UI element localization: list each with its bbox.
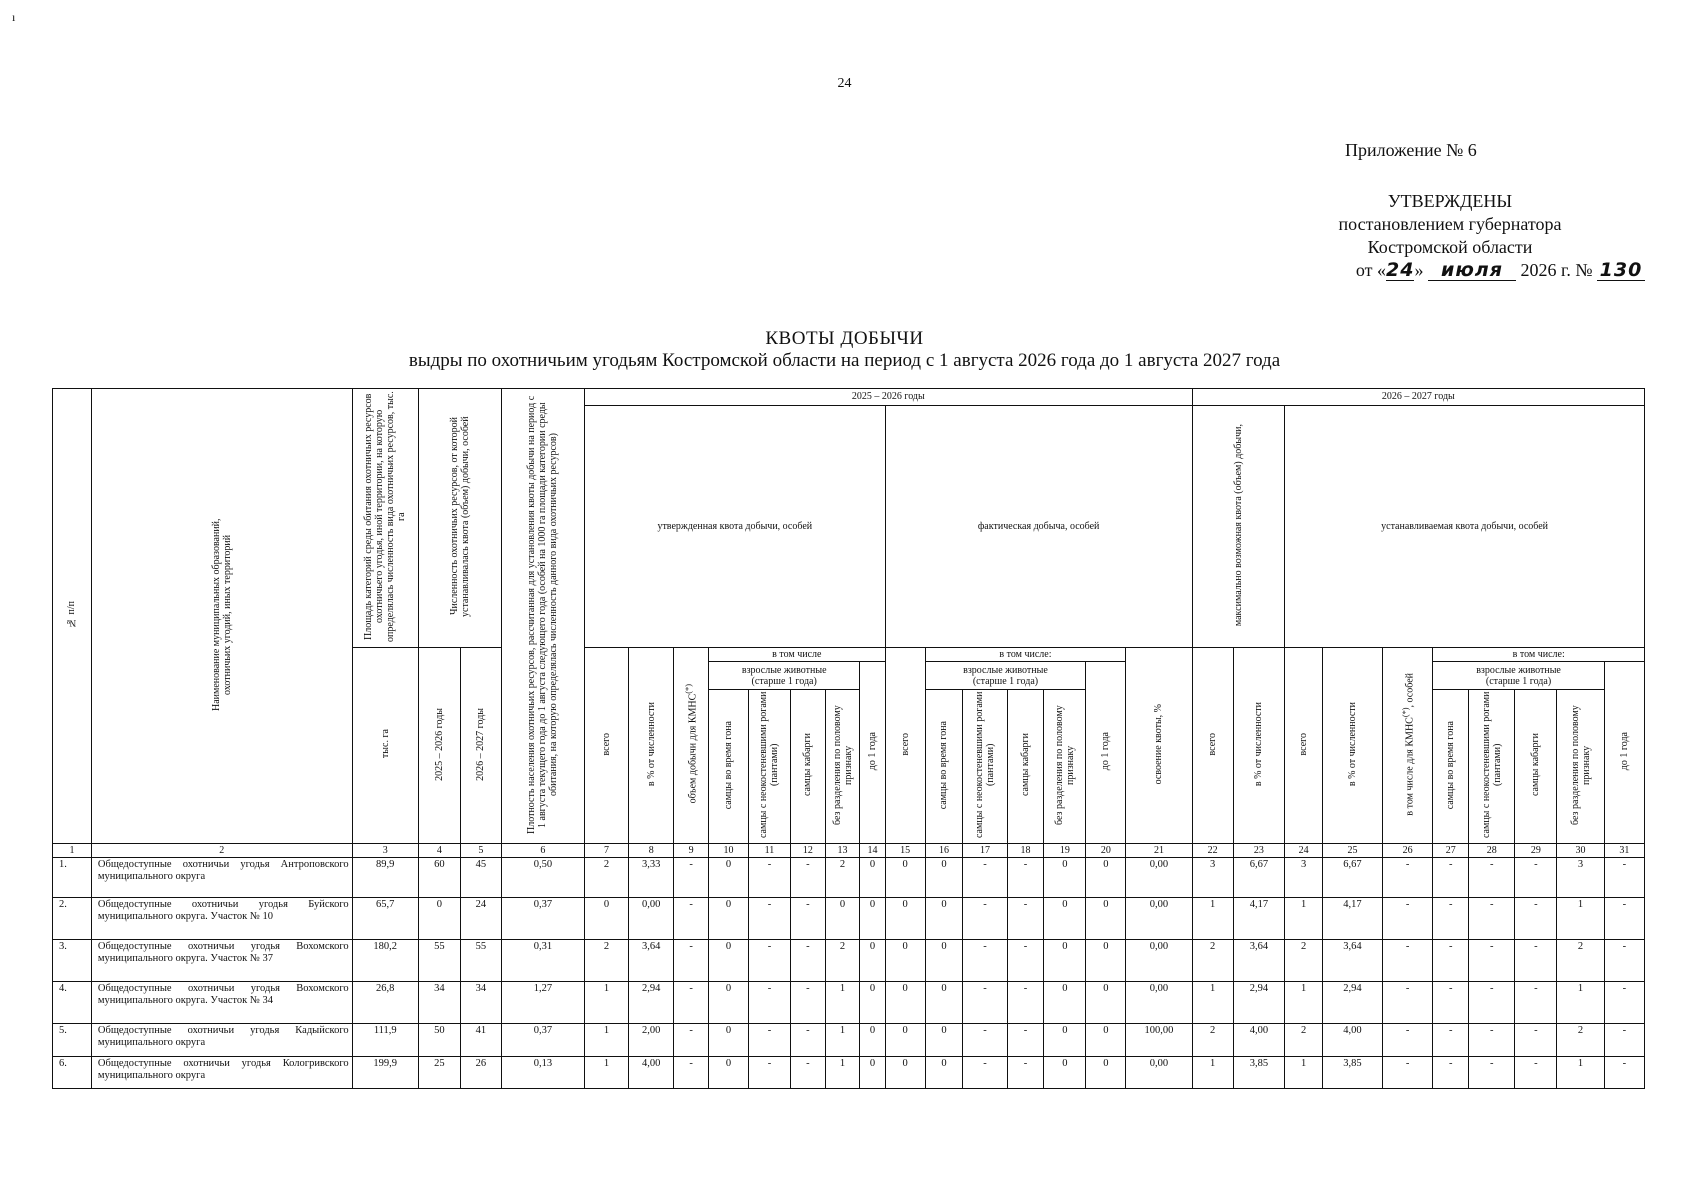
header-under1-20: до 1 года: [1086, 662, 1126, 844]
cell-col-10: 0: [709, 982, 749, 1024]
column-number: 18: [1007, 844, 1044, 858]
cell-col-26: -: [1382, 1057, 1432, 1089]
cell-col-23: 6,67: [1233, 858, 1285, 898]
column-number: 27: [1433, 844, 1469, 858]
cell-col-10: 0: [709, 858, 749, 898]
cell-col-9: -: [674, 858, 709, 898]
cell-col-16: 0: [925, 982, 963, 1024]
cell-col-26: -: [1382, 982, 1432, 1024]
cell-col-26: -: [1382, 1024, 1432, 1057]
cell-col-20: 0: [1086, 898, 1126, 940]
cell-col-25: 2,94: [1322, 982, 1382, 1024]
cell-col-20: 0: [1086, 940, 1126, 982]
table-body: [53, 844, 1645, 1089]
approval-block: [1250, 190, 1650, 282]
column-number: 9: [674, 844, 709, 858]
cell-col-27: -: [1433, 858, 1469, 898]
cell-col-31: -: [1604, 940, 1644, 982]
column-number: 31: [1604, 844, 1644, 858]
header-musk-18: самцы кабарги: [1007, 690, 1044, 844]
cell-col-26: -: [1382, 898, 1432, 940]
cell-col-24: 1: [1285, 898, 1323, 940]
header-actual-harvest: фактическая добыча, особей: [885, 405, 1192, 647]
cell-col-4: 50: [418, 1024, 460, 1057]
date-number: 130: [1597, 260, 1645, 281]
cell-col-6: 0,31: [501, 940, 584, 982]
cell-col-27: -: [1433, 1057, 1469, 1089]
cell-col-4: 34: [418, 982, 460, 1024]
header-population: Численность охотничьих ресурсов, от которой устанавливалась квота (объем) добычи, особей: [418, 389, 501, 648]
cell-col-26: -: [1382, 858, 1432, 898]
cell-col-15: 0: [885, 1024, 925, 1057]
header-max-quota: максимально возможная квота (объем) добычи,: [1192, 405, 1285, 647]
column-number: 5: [460, 844, 501, 858]
cell-col-13: 1: [825, 1024, 860, 1057]
cell-col-29: -: [1515, 858, 1557, 898]
cell-col-7: 2: [584, 858, 628, 898]
cell-col-19: 0: [1044, 982, 1086, 1024]
cell-col-3: 26,8: [352, 982, 418, 1024]
cell-col-29: -: [1515, 982, 1557, 1024]
column-number: 25: [1322, 844, 1382, 858]
header-year-2026: 2026 – 2027 годы: [460, 648, 501, 844]
cell-col-12: -: [791, 940, 826, 982]
cell-col-6: 0,50: [501, 858, 584, 898]
cell-col-22: 2: [1192, 1024, 1233, 1057]
cell-col-14: 0: [860, 898, 885, 940]
cell-col-10: 0: [709, 940, 749, 982]
column-number: 19: [1044, 844, 1086, 858]
cell-col-17: -: [963, 982, 1007, 1024]
cell-col-7: 0: [584, 898, 628, 940]
cell-col-31: -: [1604, 858, 1644, 898]
territory-name: Общедоступные охотничьи угодья Вохомского муниципального округа. Участок № 37: [91, 940, 352, 982]
territory-name: Общедоступные охотничьи угодья Вохомского муниципального округа. Участок № 34: [91, 982, 352, 1024]
header-pct-8: в % от численности: [629, 648, 674, 844]
cell-col-21: 0,00: [1126, 858, 1192, 898]
column-number: 11: [748, 844, 790, 858]
header-approved-quota: утвержденная квота добычи, особей: [584, 405, 885, 647]
cell-col-4: 0: [418, 898, 460, 940]
cell-col-31: -: [1604, 1024, 1644, 1057]
cell-col-28: -: [1469, 1057, 1515, 1089]
cell-col-17: -: [963, 898, 1007, 940]
cell-col-18: -: [1007, 1024, 1044, 1057]
date-mid: »: [1414, 260, 1424, 280]
column-number: 6: [501, 844, 584, 858]
cell-col-31: -: [1604, 1057, 1644, 1089]
cell-col-22: 1: [1192, 898, 1233, 940]
column-number: 7: [584, 844, 628, 858]
cell-col-14: 0: [860, 940, 885, 982]
cell-col-28: -: [1469, 1024, 1515, 1057]
approval-line-2: постановлением губернатора: [1338, 214, 1562, 234]
column-number: 26: [1382, 844, 1432, 858]
cell-col-16: 0: [925, 940, 963, 982]
cell-col-21: 0,00: [1126, 982, 1192, 1024]
column-number: 21: [1126, 844, 1192, 858]
cell-col-8: 3,64: [629, 940, 674, 982]
cell-col-9: -: [674, 1057, 709, 1089]
cell-col-18: -: [1007, 940, 1044, 982]
cell-col-5: 24: [460, 898, 501, 940]
header-num: № п/п: [53, 389, 92, 844]
cell-col-25: 3,64: [1322, 940, 1382, 982]
cell-col-14: 0: [860, 1024, 885, 1057]
cell-col-28: -: [1469, 858, 1515, 898]
territory-name: Общедоступные охотничьи угодья Кадыйского муниципального округа: [91, 1024, 352, 1057]
cell-col-18: -: [1007, 898, 1044, 940]
cell-col-11: -: [748, 1024, 790, 1057]
cell-col-21: 0,00: [1126, 940, 1192, 982]
header-musk-29: самцы кабарги: [1515, 690, 1557, 844]
cell-col-10: 0: [709, 1057, 749, 1089]
cell-col-4: 25: [418, 1057, 460, 1089]
cell-col-15: 0: [885, 982, 925, 1024]
column-number: 3: [352, 844, 418, 858]
table-row: [53, 898, 1645, 940]
cell-col-20: 0: [1086, 1057, 1126, 1089]
approval-date-line: [1250, 259, 1650, 282]
header-period-2026: 2026 – 2027 годы: [1192, 389, 1644, 406]
territory-name: Общедоступные охотничьи угодья Антроповского муниципального округа: [91, 858, 352, 898]
stray-mark: ı: [12, 10, 16, 24]
column-number: 17: [963, 844, 1007, 858]
cell-col-11: -: [748, 982, 790, 1024]
cell-col-22: 3: [1192, 858, 1233, 898]
cell-col-7: 1: [584, 1024, 628, 1057]
cell-col-12: -: [791, 1057, 826, 1089]
column-number: 24: [1285, 844, 1323, 858]
cell-col-20: 0: [1086, 858, 1126, 898]
header-antler-17: самцы с неокостеневшими рогами (пантами): [963, 690, 1007, 844]
header-thousand-ha: тыс. га: [352, 648, 418, 844]
cell-col-18: -: [1007, 858, 1044, 898]
cell-col-28: -: [1469, 898, 1515, 940]
column-number: 20: [1086, 844, 1126, 858]
cell-col-23: 2,94: [1233, 982, 1285, 1024]
header-incl-27-31: в том числе:: [1433, 648, 1645, 662]
cell-col-30: 2: [1557, 940, 1604, 982]
cell-col-8: 3,33: [629, 858, 674, 898]
table-row: [53, 1024, 1645, 1057]
header-set-quota: устанавливаемая квота добычи, особей: [1285, 405, 1645, 647]
page-number: 24: [837, 76, 852, 91]
header-nosex-19: без разделения по половому признаку: [1044, 690, 1086, 844]
document-title: [0, 328, 1689, 372]
cell-col-27: -: [1433, 940, 1469, 982]
cell-col-5: 45: [460, 858, 501, 898]
header-antler-11: самцы с неокостеневшими рогами (пантами): [748, 690, 790, 844]
column-number: 12: [791, 844, 826, 858]
cell-col-26: -: [1382, 940, 1432, 982]
header-total-24: всего: [1285, 648, 1323, 844]
cell-col-14: 0: [860, 1057, 885, 1089]
header-density: Плотность населения охотничьих ресурсов, рассчитанная для установления квоты добычи на период с 1 августа текущего года до 1 августа следующего года (особей на 1000 га площади категории среды обитания, на которую определялась численность данного вида охотничьих ресурсов): [501, 389, 584, 844]
cell-col-6: 0,37: [501, 1024, 584, 1057]
header-name: Наименование муниципальных образований, охотничьих угодий, иных территорий: [91, 389, 352, 844]
cell-col-12: -: [791, 858, 826, 898]
cell-col-30: 1: [1557, 898, 1604, 940]
cell-col-11: -: [748, 898, 790, 940]
cell-col-3: 199,9: [352, 1057, 418, 1089]
title-line-2: выдры по охотничьим угодьям Костромской области на период с 1 августа 2026 года до 1 августа 2027 года: [408, 350, 1281, 371]
cell-col-17: -: [963, 1024, 1007, 1057]
cell-col-4: 55: [418, 940, 460, 982]
header-adults-27-30: взрослые животные (старше 1 года): [1433, 662, 1604, 690]
cell-col-12: -: [791, 898, 826, 940]
cell-col-5: 34: [460, 982, 501, 1024]
header-year-2025: 2025 – 2026 годы: [418, 648, 460, 844]
table-row: [53, 982, 1645, 1024]
header-incl-16-20: в том числе:: [925, 648, 1126, 662]
cell-col-6: 0,37: [501, 898, 584, 940]
cell-col-19: 0: [1044, 1057, 1086, 1089]
cell-col-24: 1: [1285, 1057, 1323, 1089]
date-month: июля: [1428, 260, 1516, 281]
appendix-label: Приложение № 6: [1345, 140, 1477, 160]
date-day: 24: [1386, 259, 1415, 281]
header-pct-23: в % от численности: [1233, 648, 1285, 844]
date-year: 2026 г. №: [1520, 260, 1593, 280]
header-under1-31: до 1 года: [1604, 662, 1644, 844]
cell-col-8: 4,00: [629, 1057, 674, 1089]
cell-col-21: 100,00: [1126, 1024, 1192, 1057]
cell-col-31: -: [1604, 982, 1644, 1024]
cell-col-29: -: [1515, 1057, 1557, 1089]
cell-col-29: -: [1515, 940, 1557, 982]
cell-col-5: 41: [460, 1024, 501, 1057]
cell-col-10: 0: [709, 1024, 749, 1057]
cell-col-24: 3: [1285, 858, 1323, 898]
cell-col-8: 2,00: [629, 1024, 674, 1057]
cell-col-16: 0: [925, 1024, 963, 1057]
row-number: 5.: [53, 1024, 92, 1057]
cell-col-13: 1: [825, 1057, 860, 1089]
cell-col-8: 0,00: [629, 898, 674, 940]
cell-col-4: 60: [418, 858, 460, 898]
cell-col-24: 2: [1285, 1024, 1323, 1057]
territory-name: Общедоступные охотничьи угодья Буйского муниципального округа. Участок № 10: [91, 898, 352, 940]
header-quota-use: освоение квоты, %: [1126, 648, 1192, 844]
cell-col-25: 4,00: [1322, 1024, 1382, 1057]
header-total-22: всего: [1192, 648, 1233, 844]
cell-col-22: 1: [1192, 982, 1233, 1024]
column-number: 15: [885, 844, 925, 858]
cell-col-13: 0: [825, 898, 860, 940]
table-row: [53, 940, 1645, 982]
cell-col-11: -: [748, 1057, 790, 1089]
column-number: 16: [925, 844, 963, 858]
header-total-15: всего: [885, 648, 925, 844]
header-antler-28: самцы с неокостеневшими рогами (пантами): [1469, 690, 1515, 844]
cell-col-27: -: [1433, 982, 1469, 1024]
cell-col-5: 55: [460, 940, 501, 982]
cell-col-27: -: [1433, 898, 1469, 940]
header-kmns-9: объем добычи для КМНС(*): [674, 648, 709, 844]
cell-col-10: 0: [709, 898, 749, 940]
column-number-row: [53, 844, 1645, 858]
territory-name: Общедоступные охотничьи угодья Кологривского муниципального округа: [91, 1057, 352, 1089]
cell-col-18: -: [1007, 1057, 1044, 1089]
cell-col-16: 0: [925, 898, 963, 940]
cell-col-17: -: [963, 940, 1007, 982]
header-adults-16-19: взрослые животные (старше 1 года): [925, 662, 1086, 690]
header-under1-14: до 1 года: [860, 662, 885, 844]
cell-col-7: 1: [584, 1057, 628, 1089]
column-number: 14: [860, 844, 885, 858]
cell-col-18: -: [1007, 982, 1044, 1024]
row-number: 3.: [53, 940, 92, 982]
cell-col-19: 0: [1044, 898, 1086, 940]
cell-col-11: -: [748, 940, 790, 982]
header-rut-27: самцы во время гона: [1433, 690, 1469, 844]
cell-col-7: 2: [584, 940, 628, 982]
cell-col-15: 0: [885, 1057, 925, 1089]
cell-col-14: 0: [860, 858, 885, 898]
approval-line-3: Костромской области: [1367, 237, 1533, 257]
column-number: 23: [1233, 844, 1285, 858]
cell-col-15: 0: [885, 858, 925, 898]
cell-col-7: 1: [584, 982, 628, 1024]
cell-col-16: 0: [925, 1057, 963, 1089]
cell-col-27: -: [1433, 1024, 1469, 1057]
cell-col-24: 2: [1285, 940, 1323, 982]
column-number: 10: [709, 844, 749, 858]
cell-col-8: 2,94: [629, 982, 674, 1024]
cell-col-9: -: [674, 982, 709, 1024]
column-number: 2: [91, 844, 352, 858]
column-number: 29: [1515, 844, 1557, 858]
row-number: 6.: [53, 1057, 92, 1089]
cell-col-9: -: [674, 1024, 709, 1057]
cell-col-25: 4,17: [1322, 898, 1382, 940]
cell-col-23: 4,17: [1233, 898, 1285, 940]
cell-col-28: -: [1469, 982, 1515, 1024]
cell-col-22: 1: [1192, 1057, 1233, 1089]
header-period-2025: 2025 – 2026 годы: [584, 389, 1192, 406]
header-musk-12: самцы кабарги: [791, 690, 826, 844]
cell-col-23: 3,64: [1233, 940, 1285, 982]
cell-col-5: 26: [460, 1057, 501, 1089]
cell-col-30: 1: [1557, 1057, 1604, 1089]
column-number: 22: [1192, 844, 1233, 858]
cell-col-23: 4,00: [1233, 1024, 1285, 1057]
cell-col-13: 2: [825, 940, 860, 982]
cell-col-19: 0: [1044, 1024, 1086, 1057]
cell-col-30: 3: [1557, 858, 1604, 898]
header-nosex-30: без разделения по половому признаку: [1557, 690, 1604, 844]
cell-col-22: 2: [1192, 940, 1233, 982]
cell-col-17: -: [963, 1057, 1007, 1089]
cell-col-20: 0: [1086, 982, 1126, 1024]
cell-col-9: -: [674, 940, 709, 982]
cell-col-13: 1: [825, 982, 860, 1024]
column-number: 13: [825, 844, 860, 858]
cell-col-29: -: [1515, 1024, 1557, 1057]
cell-col-29: -: [1515, 898, 1557, 940]
header-incl-10-14: в том числе: [709, 648, 886, 662]
quota-table: [52, 388, 1645, 1089]
cell-col-19: 0: [1044, 858, 1086, 898]
cell-col-13: 2: [825, 858, 860, 898]
header-kmns-26: в том числе для КМНС(*), особей: [1382, 648, 1432, 844]
cell-col-17: -: [963, 858, 1007, 898]
cell-col-3: 180,2: [352, 940, 418, 982]
cell-col-16: 0: [925, 858, 963, 898]
cell-col-15: 0: [885, 898, 925, 940]
row-number: 4.: [53, 982, 92, 1024]
cell-col-21: 0,00: [1126, 1057, 1192, 1089]
column-number: 8: [629, 844, 674, 858]
cell-col-6: 0,13: [501, 1057, 584, 1089]
header-pct-25: в % от численности: [1322, 648, 1382, 844]
cell-col-3: 65,7: [352, 898, 418, 940]
row-number: 1.: [53, 858, 92, 898]
approval-line-1: УТВЕРЖДЕНЫ: [1387, 191, 1513, 211]
cell-col-30: 1: [1557, 982, 1604, 1024]
cell-col-23: 3,85: [1233, 1057, 1285, 1089]
column-number: 30: [1557, 844, 1604, 858]
table-row: [53, 1057, 1645, 1089]
header-adults-10-13: взрослые животные (старше 1 года): [709, 662, 860, 690]
cell-col-28: -: [1469, 940, 1515, 982]
cell-col-14: 0: [860, 982, 885, 1024]
cell-col-6: 1,27: [501, 982, 584, 1024]
table-row: [53, 858, 1645, 898]
header-nosex-13: без разделения по половому признаку: [825, 690, 860, 844]
cell-col-30: 2: [1557, 1024, 1604, 1057]
cell-col-3: 111,9: [352, 1024, 418, 1057]
cell-col-9: -: [674, 898, 709, 940]
cell-col-19: 0: [1044, 940, 1086, 982]
column-number: 1: [53, 844, 92, 858]
row-number: 2.: [53, 898, 92, 940]
header-rut-10: самцы во время гона: [709, 690, 749, 844]
cell-col-15: 0: [885, 940, 925, 982]
cell-col-12: -: [791, 1024, 826, 1057]
cell-col-11: -: [748, 858, 790, 898]
cell-col-31: -: [1604, 898, 1644, 940]
column-number: 4: [418, 844, 460, 858]
header-area: Площадь категорий среды обитания охотничьих ресурсов охотничьего угодья, иной территории, на которую определялась численность вида охотничьих ресурсов, тыс. га: [352, 389, 418, 648]
column-number: 28: [1469, 844, 1515, 858]
cell-col-20: 0: [1086, 1024, 1126, 1057]
cell-col-25: 6,67: [1322, 858, 1382, 898]
header-total-7: всего: [584, 648, 628, 844]
cell-col-25: 3,85: [1322, 1057, 1382, 1089]
cell-col-3: 89,9: [352, 858, 418, 898]
cell-col-21: 0,00: [1126, 898, 1192, 940]
cell-col-12: -: [791, 982, 826, 1024]
header-rut-16: самцы во время гона: [925, 690, 963, 844]
date-prefix: от «: [1355, 260, 1387, 280]
cell-col-24: 1: [1285, 982, 1323, 1024]
title-line-1: КВОТЫ ДОБЫЧИ: [765, 328, 924, 349]
